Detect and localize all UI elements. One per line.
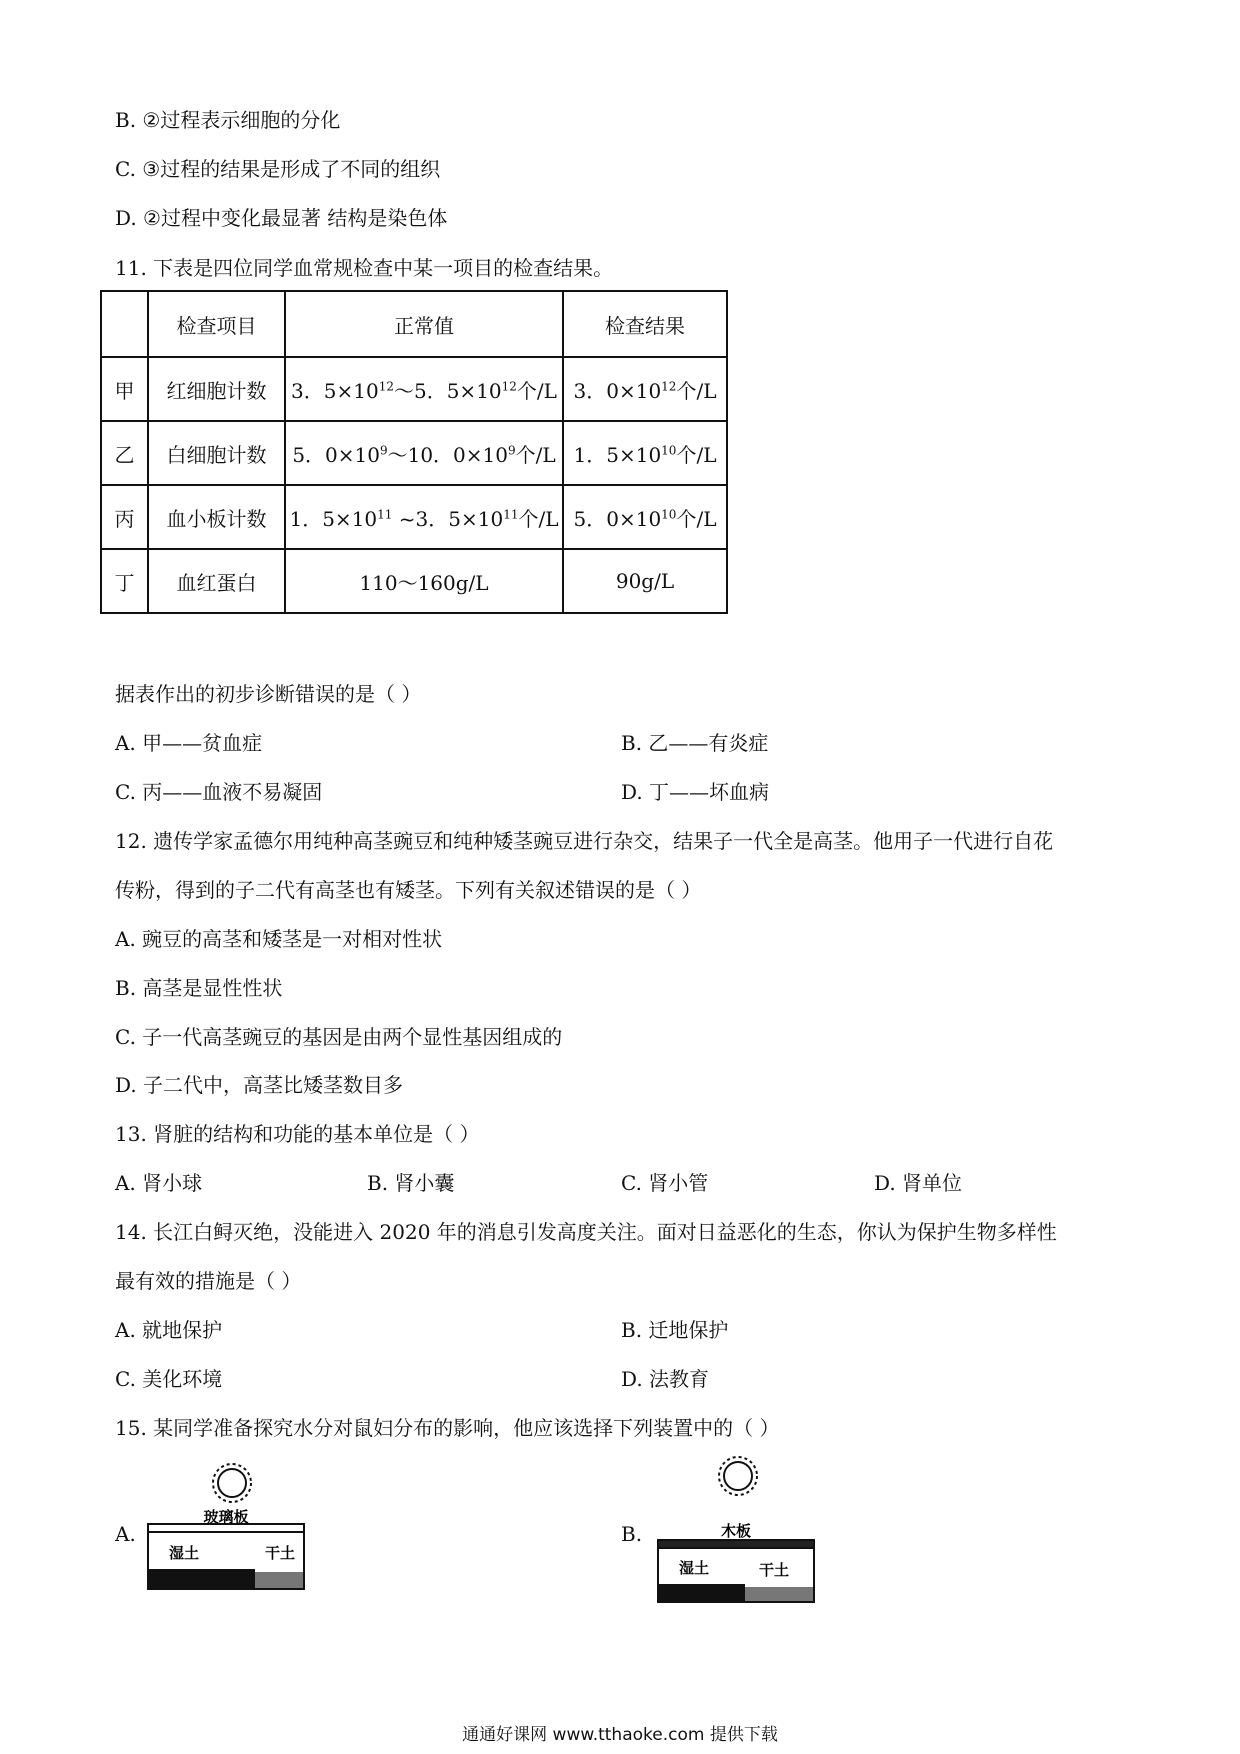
table-row (101, 549, 727, 613)
table-header-cell: 检查结果 (563, 291, 727, 357)
option-13c: C. 肾小管 (621, 1171, 709, 1195)
option-12d: D. 子二代中，高茎比矮茎数目多 (115, 1073, 404, 1097)
table-cell-normal: 3．$5\times 10^{12}\sim 5$．$5\times 10^{12}$个/L (285, 357, 563, 421)
option-10b: B. ②过程表示细胞的分化 (115, 108, 341, 132)
question-11-prompt: 据表作出的初步诊断错误的是（ ） (115, 682, 422, 706)
table-cell-result: 3．$0\times 10^{12}$个/L (563, 357, 727, 421)
option-12a: A. 豌豆的高茎和矮茎是一对相对性状 (115, 927, 443, 951)
wet-soil (659, 1584, 745, 1602)
option-11c: C. 丙——血液不易凝固 (115, 780, 323, 804)
sun-icon (719, 1457, 757, 1495)
table-cell-student: 乙 (101, 421, 148, 485)
option-15a-label: A. (115, 1522, 136, 1546)
cover-plate (658, 1540, 814, 1548)
table-cell-normal: 110～160g/L (285, 549, 563, 613)
question-14-line-1: 14. 长江白鲟灭绝，没能进入 2020 年的消息引发高度关注。面对日益恶化的生态，你认为保护生物多样性 (115, 1220, 1057, 1244)
table-header-row (101, 291, 727, 357)
table-cell-student: 丁 (101, 549, 148, 613)
option-11a: A. 甲——贫血症 (115, 731, 263, 755)
option-12c: C. 子一代高茎豌豆的基因是由两个显性基因组成的 (115, 1025, 563, 1049)
option-11b: B. 乙——有炎症 (621, 731, 769, 755)
sun-icon (213, 1464, 251, 1502)
figure-b-apparatus (650, 1452, 830, 1612)
option-14c: C. 美化环境 (115, 1367, 223, 1391)
figure-a-apparatus (140, 1460, 320, 1600)
table-cell-item: 白细胞计数 (148, 421, 285, 485)
question-12-line-2: 传粉，得到的子二代有高茎也有矮茎。下列有关叙述错误的是（ ） (115, 878, 702, 902)
table-cell-result: 90g/L (563, 549, 727, 613)
question-15: 15. 某同学准备探究水分对鼠妇分布的影响，他应该选择下列装置中的（ ） (115, 1416, 780, 1440)
table-cell-student: 甲 (101, 357, 148, 421)
option-10d: D. ②过程中变化最显著 结构是染色体 (115, 206, 448, 230)
option-15b-label: B. (621, 1522, 643, 1546)
question-11-stem: 11. 下表是四位同学血常规检查中某一项目的检查结果。 (115, 256, 614, 280)
page-footer: 通通好课网 www.tthaoke.com 提供下载 (462, 1725, 778, 1745)
option-11d: D. 丁——坏血病 (621, 780, 770, 804)
table-cell-normal: 1．$5\times 10^{11}$ ~3．$5\times 10^{11}$个/L (285, 485, 563, 549)
table-header-cell: 检查项目 (148, 291, 285, 357)
table-cell-normal: 5．$0\times 10^9\sim 10$．$0\times 10^9$个/L (285, 421, 563, 485)
table-row (101, 421, 727, 485)
table-header-cell: 正常值 (285, 291, 563, 357)
table-row (101, 485, 727, 549)
dry-soil (255, 1572, 303, 1588)
wet-soil-label: 湿土 (168, 1544, 200, 1562)
question-13: 13. 肾脏的结构和功能的基本单位是（ ） (115, 1122, 480, 1146)
option-12b: B. 高茎是显性性状 (115, 976, 283, 1000)
option-13b: B. 肾小囊 (367, 1171, 455, 1195)
option-13d: D. 肾单位 (874, 1171, 963, 1195)
cover-label: 木板 (720, 1522, 752, 1540)
wet-soil-label: 湿土 (678, 1559, 710, 1577)
table-row (101, 357, 727, 421)
dry-soil-label: 干土 (758, 1561, 790, 1579)
table-cell-item: 血小板计数 (148, 485, 285, 549)
question-12-line-1: 12. 遗传学家孟德尔用纯种高茎豌豆和纯种矮茎豌豆进行杂交，结果子一代全是高茎。他用子一代进行自花 (115, 829, 1054, 853)
table-cell-item: 血红蛋白 (148, 549, 285, 613)
table-header-cell (101, 291, 148, 357)
table-cell-result: 5．$0\times 10^{10}$个/L (563, 485, 727, 549)
option-14a: A. 就地保护 (115, 1318, 223, 1342)
option-13a: A. 肾小球 (115, 1171, 203, 1195)
option-14d: D. 法教育 (621, 1367, 710, 1391)
table-cell-student: 丙 (101, 485, 148, 549)
dry-soil (745, 1587, 813, 1601)
option-14b: B. 迁地保护 (621, 1318, 729, 1342)
option-10c: C. ③过程的结果是形成了不同的组织 (115, 157, 441, 181)
dry-soil-label: 干土 (264, 1544, 296, 1562)
table-cell-item: 红细胞计数 (148, 357, 285, 421)
wet-soil (149, 1569, 255, 1589)
question-14-line-2: 最有效的措施是（ ） (115, 1269, 302, 1293)
blood-test-table (100, 290, 728, 614)
table-cell-result: 1．$5\times 10^{10}$个/L (563, 421, 727, 485)
cover-label: 玻璃板 (203, 1508, 249, 1526)
